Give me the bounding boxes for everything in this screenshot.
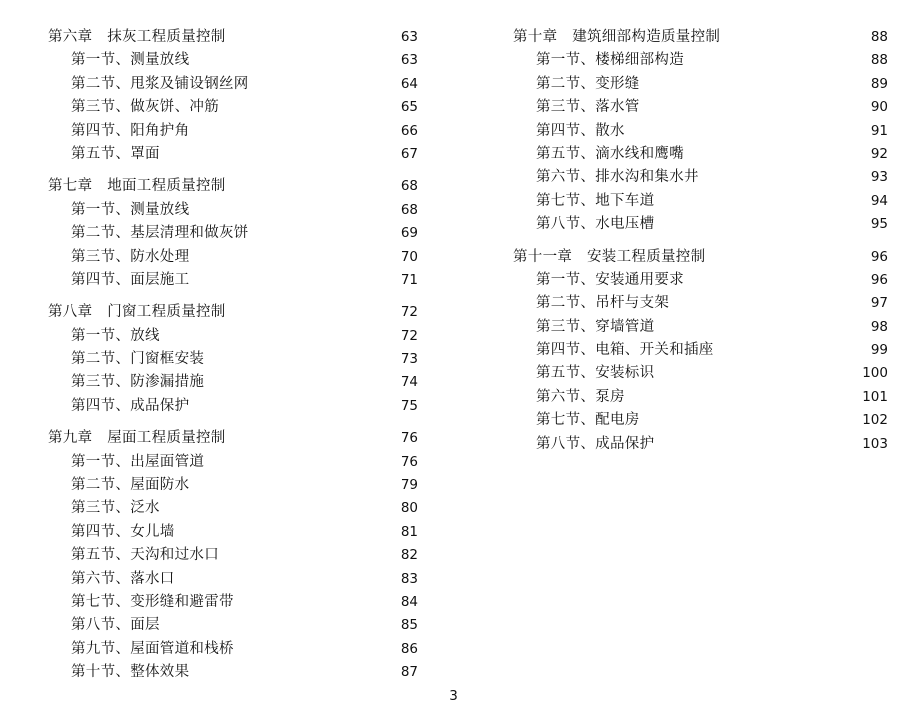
section-title: 第四节、散水 <box>536 122 625 139</box>
toc-right-column <box>513 26 888 465</box>
section-page-number: 74 <box>400 374 418 391</box>
section-page-number: 73 <box>400 351 418 368</box>
toc-section-entry[interactable] <box>513 96 888 119</box>
page-number: 3 <box>449 688 458 704</box>
toc-left-column <box>48 26 418 694</box>
chapter-page-number: 68 <box>400 178 418 195</box>
toc-section-entry[interactable] <box>513 49 888 72</box>
section-page-number: 80 <box>400 500 418 517</box>
section-title: 第六节、排水沟和集水井 <box>536 169 699 186</box>
toc-section-entry[interactable] <box>513 269 888 292</box>
section-title: 第二节、门窗框安装 <box>71 351 205 368</box>
toc-section-entry[interactable] <box>48 49 418 72</box>
section-page-number: 93 <box>870 169 888 186</box>
toc-section-entry[interactable] <box>513 213 888 236</box>
section-page-number: 91 <box>870 122 888 139</box>
section-page-number: 86 <box>400 640 418 657</box>
section-title: 第二节、变形缝 <box>536 75 640 92</box>
toc-section-entry[interactable] <box>48 614 418 637</box>
toc-section-entry[interactable] <box>513 166 888 189</box>
section-title: 第二节、屋面防水 <box>71 477 190 494</box>
chapter-page-number: 72 <box>400 304 418 321</box>
section-title: 第三节、防水处理 <box>71 248 190 265</box>
section-title: 第四节、成品保护 <box>71 397 190 414</box>
toc-section-entry[interactable] <box>513 292 888 315</box>
toc-section-entry[interactable] <box>48 325 418 348</box>
toc-section-entry[interactable] <box>48 73 418 96</box>
chapter-page-number: 96 <box>870 248 888 265</box>
toc-section-entry[interactable] <box>513 409 888 432</box>
section-page-number: 99 <box>870 342 888 359</box>
toc-chapter-entry[interactable] <box>48 26 418 49</box>
toc-section-entry[interactable] <box>48 269 418 292</box>
section-title: 第五节、安装标识 <box>536 365 655 382</box>
chapter-title: 第七章 地面工程质量控制 <box>48 178 226 195</box>
toc-section-entry[interactable] <box>48 199 418 222</box>
section-title: 第八节、成品保护 <box>536 435 655 452</box>
toc-section-entry[interactable] <box>48 246 418 269</box>
toc-chapter-entry[interactable] <box>513 26 888 49</box>
toc-section-entry[interactable] <box>513 433 888 456</box>
section-page-number: 82 <box>400 547 418 564</box>
section-title: 第二节、甩浆及铺设钢丝网 <box>71 75 249 92</box>
section-title: 第一节、测量放线 <box>71 52 190 69</box>
toc-section-entry[interactable] <box>48 497 418 520</box>
chapter-title: 第九章 屋面工程质量控制 <box>48 430 226 447</box>
toc-chapter <box>48 26 418 166</box>
section-page-number: 63 <box>400 52 418 69</box>
section-title: 第二节、吊杆与支架 <box>536 295 670 312</box>
section-title: 第四节、电箱、开关和插座 <box>536 342 714 359</box>
toc-section-entry[interactable] <box>48 143 418 166</box>
section-page-number: 103 <box>862 435 888 452</box>
section-page-number: 66 <box>400 122 418 139</box>
chapter-title: 第十一章 安装工程质量控制 <box>513 248 706 265</box>
section-page-number: 92 <box>870 145 888 162</box>
section-page-number: 70 <box>400 248 418 265</box>
section-page-number: 96 <box>870 271 888 288</box>
section-page-number: 64 <box>400 75 418 92</box>
section-page-number: 79 <box>400 477 418 494</box>
section-page-number: 102 <box>862 412 888 429</box>
toc-section-entry[interactable] <box>48 568 418 591</box>
toc-section-entry[interactable] <box>48 451 418 474</box>
toc-section-entry[interactable] <box>48 638 418 661</box>
toc-chapter <box>48 301 418 418</box>
section-title: 第六节、落水口 <box>71 570 175 587</box>
section-page-number: 87 <box>400 664 418 681</box>
section-page-number: 83 <box>400 570 418 587</box>
section-page-number: 95 <box>870 216 888 233</box>
section-page-number: 68 <box>400 201 418 218</box>
chapter-title: 第六章 抹灰工程质量控制 <box>48 29 226 45</box>
toc-section-entry[interactable] <box>513 73 888 96</box>
toc-section-entry[interactable] <box>48 371 418 394</box>
section-page-number: 85 <box>400 617 418 634</box>
section-title: 第十节、整体效果 <box>71 664 190 681</box>
section-page-number: 81 <box>400 523 418 540</box>
section-title: 第一节、放线 <box>71 327 160 344</box>
section-page-number: 101 <box>862 388 888 405</box>
toc-chapter <box>48 175 418 292</box>
toc-section-entry[interactable] <box>513 143 888 166</box>
toc-section-entry[interactable] <box>48 544 418 567</box>
section-page-number: 88 <box>870 52 888 69</box>
chapter-page-number: 76 <box>400 430 418 447</box>
toc-section-entry[interactable] <box>513 362 888 385</box>
section-title: 第五节、滴水线和鹰嘴 <box>536 145 684 162</box>
section-title: 第三节、穿墙管道 <box>536 318 655 335</box>
toc-section-entry[interactable] <box>513 386 888 409</box>
toc-chapter-entry[interactable] <box>513 246 888 269</box>
section-title: 第七节、变形缝和避雷带 <box>71 593 234 610</box>
toc-section-entry[interactable] <box>513 190 888 213</box>
section-title: 第八节、水电压槽 <box>536 216 655 233</box>
toc-section-entry[interactable] <box>48 661 418 684</box>
section-page-number: 97 <box>870 295 888 312</box>
section-page-number: 65 <box>400 99 418 116</box>
toc-chapter-entry[interactable] <box>48 175 418 198</box>
toc-section-entry[interactable] <box>48 474 418 497</box>
toc-section-entry[interactable] <box>48 521 418 544</box>
chapter-title: 第八章 门窗工程质量控制 <box>48 304 226 321</box>
chapter-title: 第十章 建筑细部构造质量控制 <box>513 29 721 45</box>
section-title: 第三节、做灰饼、冲筋 <box>71 99 219 116</box>
section-title: 第四节、女儿墙 <box>71 523 175 540</box>
section-page-number: 75 <box>400 397 418 414</box>
toc-section-entry[interactable] <box>513 316 888 339</box>
toc-chapter-entry[interactable] <box>48 427 418 450</box>
toc-section-entry[interactable] <box>48 222 418 245</box>
toc-section-entry[interactable] <box>48 395 418 418</box>
section-page-number: 69 <box>400 225 418 242</box>
chapter-page-number: 63 <box>400 29 418 45</box>
section-title: 第四节、阳角护角 <box>71 122 190 139</box>
chapter-page-number: 88 <box>870 29 888 45</box>
toc-section-entry[interactable] <box>48 120 418 143</box>
toc-chapter <box>513 26 888 237</box>
section-page-number: 71 <box>400 271 418 288</box>
section-page-number: 67 <box>400 145 418 162</box>
section-title: 第一节、楼梯细部构造 <box>536 52 684 69</box>
section-page-number: 84 <box>400 593 418 610</box>
toc-section-entry[interactable] <box>513 339 888 362</box>
section-title: 第五节、罩面 <box>71 145 160 162</box>
toc-chapter <box>48 427 418 684</box>
section-page-number: 98 <box>870 318 888 335</box>
section-title: 第七节、配电房 <box>536 412 640 429</box>
section-page-number: 94 <box>870 192 888 209</box>
section-title: 第八节、面层 <box>71 617 160 634</box>
toc-section-entry[interactable] <box>48 348 418 371</box>
toc-section-entry[interactable] <box>48 96 418 119</box>
section-title: 第一节、测量放线 <box>71 201 190 218</box>
toc-chapter-entry[interactable] <box>48 301 418 324</box>
section-page-number: 89 <box>870 75 888 92</box>
toc-chapter <box>513 246 888 457</box>
toc-section-entry[interactable] <box>48 591 418 614</box>
section-title: 第五节、天沟和过水口 <box>71 547 219 564</box>
section-title: 第九节、屋面管道和栈桥 <box>71 640 234 657</box>
section-title: 第四节、面层施工 <box>71 271 190 288</box>
section-title: 第三节、防渗漏措施 <box>71 374 205 391</box>
section-title: 第三节、泛水 <box>71 500 160 517</box>
section-title: 第七节、地下车道 <box>536 192 655 209</box>
toc-section-entry[interactable] <box>513 120 888 143</box>
section-page-number: 72 <box>400 327 418 344</box>
section-title: 第一节、出屋面管道 <box>71 453 205 470</box>
section-title: 第二节、基层清理和做灰饼 <box>71 225 249 242</box>
section-page-number: 100 <box>862 365 888 382</box>
section-title: 第三节、落水管 <box>536 99 640 116</box>
section-title: 第一节、安装通用要求 <box>536 271 684 288</box>
section-page-number: 90 <box>870 99 888 116</box>
section-page-number: 76 <box>400 453 418 470</box>
section-title: 第六节、泵房 <box>536 388 625 405</box>
